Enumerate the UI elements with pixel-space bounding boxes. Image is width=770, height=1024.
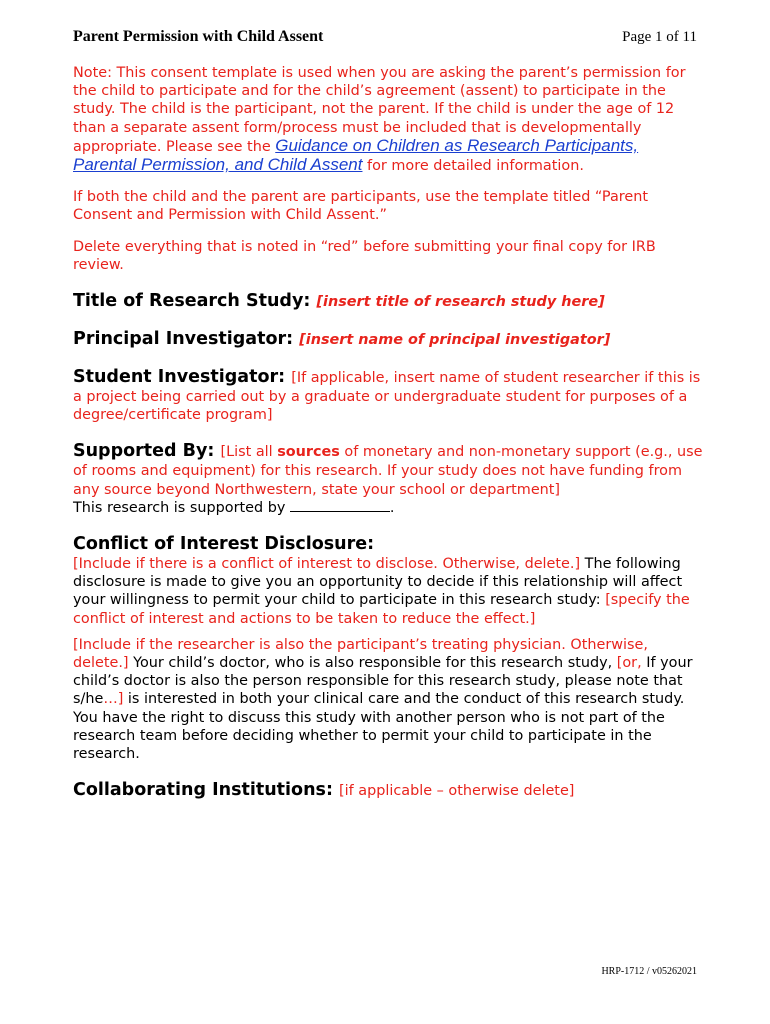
template-note <box>73 64 703 175</box>
pi-placeholder: [insert name of principal investigator] <box>299 332 611 349</box>
coi-p2-text-a: Your child’s doctor, who is also responsible for this research study, <box>128 655 617 672</box>
title-label: Title of Research Study: <box>73 291 317 312</box>
title-placeholder: [insert title of research study here] <box>316 294 605 311</box>
collab-label: Collaborating Institutions: <box>73 780 340 801</box>
coi-p1-instruction: [Include if there is a conflict of interest to disclose. Otherwise, delete.] <box>73 556 581 573</box>
coi-p1-text: The following disclosure is made to give you an opportunity to decide if this relationship will affect your willingness to permit your child to participate in this research study: <box>73 556 683 609</box>
coi-p2-instruction: [Include if the researcher is also the participant’s treating physician. Otherwise, delete.] <box>73 636 648 672</box>
coi-paragraph-2 <box>73 636 703 763</box>
version-footer: HRP-1712 / v05262021 <box>601 966 697 977</box>
collab-section <box>73 779 703 801</box>
coi-section <box>73 533 703 763</box>
pi-section <box>73 328 703 350</box>
supported-section <box>73 440 703 517</box>
coi-p1-placeholder: [specify the conflict of interest and actions to be taken to reduce the effect.] <box>73 592 690 627</box>
coi-p2-text-c: is interested in both your clinical care and the conduct of this research study. You have the right to discuss this study with another person who is not part of the research team before deciding whether to permit your child to participate in the research. <box>73 691 685 763</box>
supported-line <box>73 499 703 517</box>
student-label: Student Investigator: <box>73 367 292 388</box>
student-text: [If applicable, insert name of student researcher if this is a project being carried out by a graduate or undergraduate student for purposes of a degree/certificate program] <box>73 370 701 424</box>
template-note-end: for more detailed information. <box>362 158 584 175</box>
coi-p2-text-b: If your child’s doctor is also the person responsible for this research study, please note that s/he <box>73 655 693 708</box>
guidance-link[interactable]: Guidance on Children as Research Participants, Parental Permission, and Child Assent <box>73 135 639 175</box>
document-body <box>73 64 703 801</box>
collab-text: [if applicable – otherwise delete] <box>339 783 575 800</box>
supported-line-suffix: . <box>389 499 395 516</box>
supported-text-a: [List all <box>220 444 278 461</box>
supported-text-b: of monetary and non-monetary support (e.g., use of rooms and equipment) for this research. If your study does not have funding from any source beyond Northwestern, state your school or department] <box>73 444 703 498</box>
template-note-text: Note: This consent template is used when you are asking the parent’s permission for the child to participate and for the child’s agreement (assent) to participate in the study. The child is the participant, not the parent. If the child is under the age of 12 than a separate assent form/process must be included that is developmentally appropriate. Please see the <box>73 65 686 155</box>
coi-paragraph-1 <box>73 555 703 628</box>
supported-sources: sources <box>277 444 340 461</box>
delete-red-note: Delete everything that is noted in “red” before submitting your final copy for IRB review. <box>73 238 656 273</box>
page-header <box>73 28 697 46</box>
title-section <box>73 290 703 312</box>
supported-blank <box>290 499 390 512</box>
supported-line-prefix: This research is supported by <box>73 499 290 516</box>
coi-p2-or: [or, <box>616 655 642 672</box>
coi-p2-ellipsis: …] <box>103 691 124 708</box>
coi-label: Conflict of Interest Disclosure: <box>73 534 375 555</box>
page-number: Page 1 of 11 <box>622 29 697 45</box>
supported-label: Supported By: <box>73 441 221 462</box>
pi-label: Principal Investigator: <box>73 329 300 350</box>
both-participants-note: If both the child and the parent are participants, use the template titled “Parent Consent and Permission with Child Assent.” <box>73 189 648 224</box>
document-title: Parent Permission with Child Assent <box>73 28 324 45</box>
student-section <box>73 366 703 424</box>
